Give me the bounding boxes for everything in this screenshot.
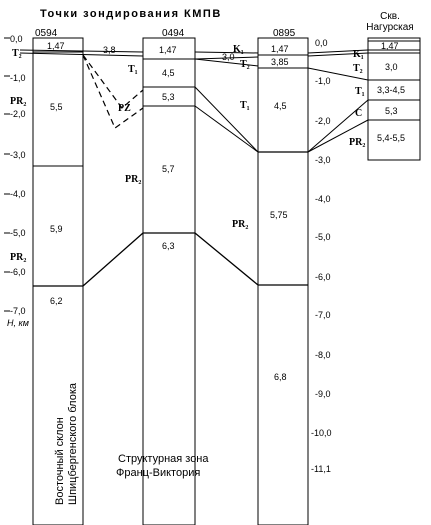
velocity-value: 1,47 xyxy=(47,41,65,51)
caption-left-line1: Восточный склон xyxy=(54,417,66,505)
velocity-value: 5,75 xyxy=(270,210,288,220)
depth-tick-right: -7,0 xyxy=(315,310,331,320)
depth-tick-left: 0,0 xyxy=(10,34,23,44)
depth-tick-right: -6,0 xyxy=(315,272,331,282)
depth-tick-left: -5,0 xyxy=(10,228,26,238)
depth-tick-right: 0,0 xyxy=(315,38,328,48)
caption-left xyxy=(54,382,79,505)
depth-tick-left: -2,0 xyxy=(10,109,26,119)
velocity-value: 5,3 xyxy=(162,92,175,102)
column-0895 xyxy=(258,38,308,525)
velocity-value: 4,5 xyxy=(162,68,175,78)
stratum-label: K₁ xyxy=(233,44,244,55)
depth-axis-right xyxy=(311,38,332,474)
stratum-label: PR₂ xyxy=(125,174,142,185)
stratum-label: T₁ xyxy=(240,100,250,111)
column-label-0594: 0594 xyxy=(35,28,58,39)
stratum-label: PR₂ xyxy=(10,96,27,107)
column-well xyxy=(368,38,420,160)
depth-tick-right: -2,0 xyxy=(315,116,331,126)
caption-left-line2: Шпицбергенского блока xyxy=(67,383,79,505)
stratum-label: C xyxy=(355,108,363,119)
velocity-value: 6,8 xyxy=(274,372,287,382)
depth-tick-right: -9,0 xyxy=(315,389,331,399)
velocity-value: 5,3 xyxy=(385,106,398,116)
stratum-label: T₂ xyxy=(240,59,250,70)
depth-tick-right: -10,0 xyxy=(311,428,332,438)
inline-velocity: 3,0 xyxy=(222,52,235,62)
depth-tick-right: -3,0 xyxy=(315,155,331,165)
stratum-label: T₁ xyxy=(128,64,138,75)
well-label-line2: Нагурская xyxy=(366,22,414,33)
stratum-label: T₂ xyxy=(353,63,363,74)
velocity-value: 4,5 xyxy=(274,101,287,111)
depth-tick-right: -11,1 xyxy=(311,464,331,474)
stratum-label: PZ xyxy=(118,103,131,114)
stratum-label: T₁ xyxy=(355,86,365,97)
depth-tick-right: -5,0 xyxy=(315,232,331,242)
velocity-value: 5,9 xyxy=(50,224,63,234)
axis-unit-label: H, км xyxy=(7,318,29,328)
velocity-value: 3,0 xyxy=(385,62,398,72)
stratum-label: PR₂ xyxy=(232,219,249,230)
velocity-value: 3,3-4,5 xyxy=(377,85,406,95)
depth-tick-right: -8,0 xyxy=(315,350,331,360)
inline-velocity: 3,8 xyxy=(103,45,116,55)
stratum-label: K₁ xyxy=(353,49,364,60)
depth-tick-left: -4,0 xyxy=(10,189,26,199)
stratum-label: T₂ xyxy=(12,48,22,59)
column-0494 xyxy=(143,38,195,525)
column-label-0494: 0494 xyxy=(162,28,185,39)
well-label-line1: Скв. xyxy=(380,11,400,22)
velocity-value: 5,5 xyxy=(50,102,63,112)
depth-tick-left: -6,0 xyxy=(10,267,26,277)
depth-tick-right: -1,0 xyxy=(315,76,331,86)
diagram-title: Точки зондирования КМПВ xyxy=(40,8,222,20)
stratum-label: PR₂ xyxy=(10,252,27,263)
column-label-0895: 0895 xyxy=(273,28,296,39)
depth-axis-left xyxy=(7,34,29,328)
velocity-value: 6,2 xyxy=(50,296,63,306)
velocity-value: 6,3 xyxy=(162,241,175,251)
velocity-value: 1,47 xyxy=(271,44,289,54)
caption-center-line2: Франц-Виктория xyxy=(116,467,201,479)
stratum-label: PR₂ xyxy=(349,137,366,148)
velocity-value: 3,85 xyxy=(271,57,289,67)
caption-center-line1: Структурная зона xyxy=(118,453,209,465)
depth-tick-right: -4,0 xyxy=(315,194,331,204)
depth-tick-left: -1,0 xyxy=(10,73,26,83)
depth-tick-left: -3,0 xyxy=(10,150,26,160)
velocity-value: 5,4-5,5 xyxy=(377,133,406,143)
velocity-value: 1,47 xyxy=(159,45,177,55)
velocity-value: 1,47 xyxy=(381,41,399,51)
strata-labels xyxy=(10,44,365,263)
velocity-value: 5,7 xyxy=(162,164,175,174)
depth-tick-left: -7,0 xyxy=(10,306,26,316)
